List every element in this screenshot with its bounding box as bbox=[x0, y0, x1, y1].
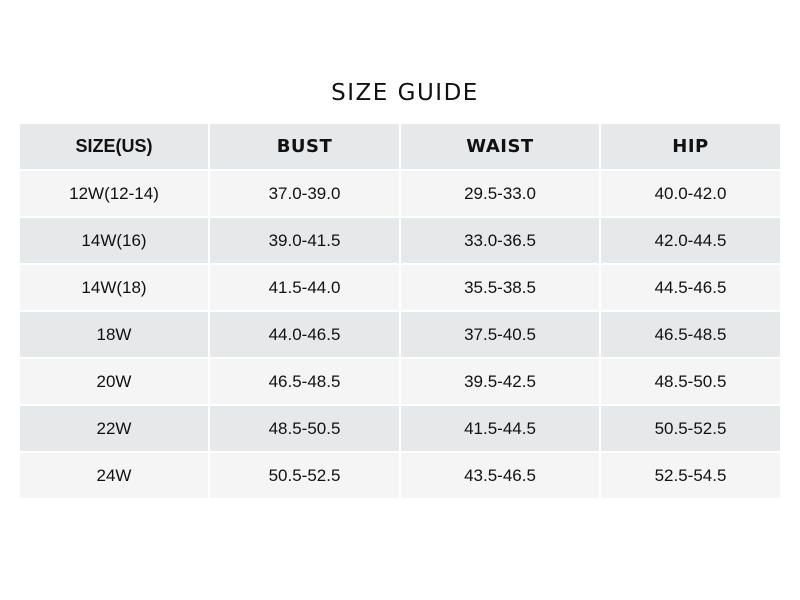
cell-size: 18W bbox=[20, 312, 208, 357]
cell-size: 20W bbox=[20, 359, 208, 404]
table-header-row bbox=[20, 124, 780, 169]
table-row bbox=[20, 265, 780, 310]
page-title: SIZE GUIDE bbox=[331, 80, 479, 106]
cell-bust: 46.5-48.5 bbox=[210, 359, 399, 404]
cell-hip: 40.0-42.0 bbox=[601, 171, 780, 216]
cell-size: 24W bbox=[20, 453, 208, 498]
header-waist: WAIST bbox=[401, 124, 599, 169]
cell-waist: 29.5-33.0 bbox=[401, 171, 599, 216]
cell-size: 12W(12-14) bbox=[20, 171, 208, 216]
cell-bust: 50.5-52.5 bbox=[210, 453, 399, 498]
cell-waist: 39.5-42.5 bbox=[401, 359, 599, 404]
cell-bust: 37.0-39.0 bbox=[210, 171, 399, 216]
cell-waist: 35.5-38.5 bbox=[401, 265, 599, 310]
cell-size: 14W(18) bbox=[20, 265, 208, 310]
table-row bbox=[20, 406, 780, 451]
cell-bust: 44.0-46.5 bbox=[210, 312, 399, 357]
header-size: SIZE(US) bbox=[20, 124, 208, 169]
cell-waist: 33.0-36.5 bbox=[401, 218, 599, 263]
cell-bust: 48.5-50.5 bbox=[210, 406, 399, 451]
cell-hip: 46.5-48.5 bbox=[601, 312, 780, 357]
cell-hip: 44.5-46.5 bbox=[601, 265, 780, 310]
table-row bbox=[20, 359, 780, 404]
cell-hip: 42.0-44.5 bbox=[601, 218, 780, 263]
cell-waist: 41.5-44.5 bbox=[401, 406, 599, 451]
cell-bust: 41.5-44.0 bbox=[210, 265, 399, 310]
table-row bbox=[20, 218, 780, 263]
header-bust: BUST bbox=[210, 124, 399, 169]
table-row bbox=[20, 453, 780, 498]
cell-hip: 50.5-52.5 bbox=[601, 406, 780, 451]
cell-bust: 39.0-41.5 bbox=[210, 218, 399, 263]
header-hip: HIP bbox=[601, 124, 780, 169]
table-row bbox=[20, 171, 780, 216]
cell-waist: 37.5-40.5 bbox=[401, 312, 599, 357]
table-row bbox=[20, 312, 780, 357]
size-guide-table bbox=[18, 122, 782, 500]
cell-size: 22W bbox=[20, 406, 208, 451]
cell-waist: 43.5-46.5 bbox=[401, 453, 599, 498]
cell-hip: 48.5-50.5 bbox=[601, 359, 780, 404]
cell-hip: 52.5-54.5 bbox=[601, 453, 780, 498]
cell-size: 14W(16) bbox=[20, 218, 208, 263]
